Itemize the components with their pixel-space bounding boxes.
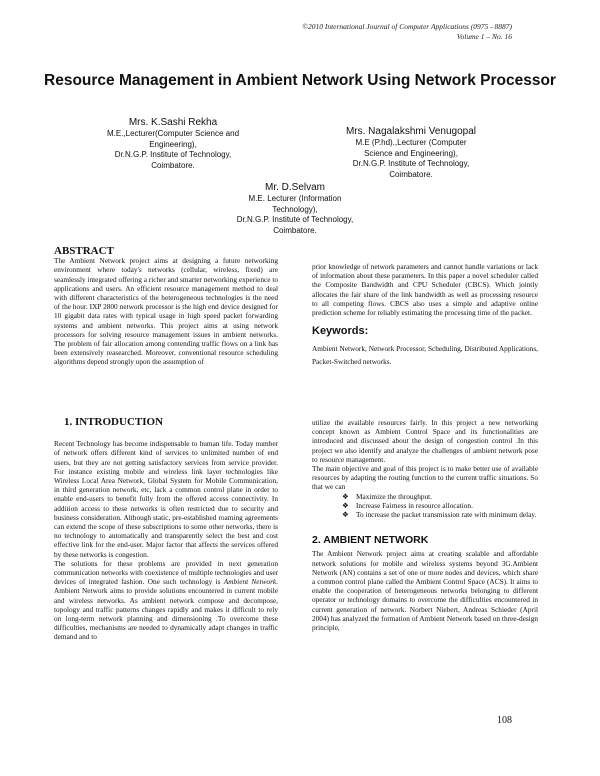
introduction-paragraph-2 bbox=[54, 559, 278, 642]
abstract-right-column bbox=[312, 262, 538, 368]
keywords-heading: Keywords: bbox=[312, 325, 369, 338]
bullet-icon: ❖ bbox=[342, 510, 349, 520]
page-number: 108 bbox=[497, 715, 512, 726]
author-block-3 bbox=[210, 181, 380, 236]
author-affiliation-line: Coimbatore. bbox=[389, 169, 433, 179]
author-name: Mrs. K.Sashi Rekha bbox=[128, 117, 218, 128]
author-affiliation-line: Science and Engineering), bbox=[364, 148, 458, 158]
paper-title: Resource Management in Ambient Network Using Network Processor bbox=[44, 72, 556, 89]
introduction-heading: 1. INTRODUCTION bbox=[64, 416, 164, 428]
author-affiliation-line: Coimbatore. bbox=[151, 160, 195, 170]
abstract-heading: ABSTRACT bbox=[54, 245, 114, 257]
author-affiliation-line: Technology), bbox=[272, 204, 318, 214]
author-affiliation-line: Dr.N.G.P. Institute of Technology, bbox=[352, 159, 470, 168]
section-2-heading: 2. AMBIENT NETWORK bbox=[312, 534, 429, 547]
author-affiliation-line: Dr.N.G.P. Institute of Technology, bbox=[236, 215, 354, 224]
introduction-right-column bbox=[312, 418, 538, 632]
abstract-text: The Ambient Network project aims at designing a future networking environment where today's networks (cellular, wireless, fixed) are seamlessly integrated offering a richer and smarter networking experience to applications and users. An efficient resource management method to deal with different characteristics of the heterogeneous technologies is the need of the hour. IXP 2800 network processor is the high end device designed for 10 gigabit data rates with typical usage in high speed packet forwarding systems and ambient networks. This project aims at using network processors for solving resource management issues in ambient networks. The problem of fair allocation among contending traffic flows on a link has been extensively reasearched. Moreover, conventional resource scheduling algorithms depend strongly upon the assumption of bbox=[54, 256, 278, 367]
bullet-icon: ❖ bbox=[342, 491, 349, 501]
journal-volume: Volume 1 – No. 16 bbox=[456, 31, 512, 41]
list-item bbox=[342, 510, 538, 519]
author-affiliation-line: Coimbatore. bbox=[273, 225, 317, 235]
abstract-left-column bbox=[54, 247, 278, 367]
list-item bbox=[342, 501, 538, 510]
author-affiliation-line: Engineering), bbox=[149, 139, 197, 149]
abstract-text-continued: prior knowledge of network parameters and cannot handle variations or lack of information about these parameters. In this paper a novel scheduler called the Composite Bandwidth and CPU Scheduler (CBCS). Which jointly allocates the fair share of the link bandwidth as well as processing resource to all competing flows. CBCS also uses a simple and adaptive online prediction scheme for reliably estimating the processing time of the packet. bbox=[312, 262, 538, 318]
author-name: Mrs. Nagalakshmi Venugopal bbox=[345, 126, 477, 137]
keywords-text: Ambient Network, Network Processor, Scheduling, Distributed Applications, Packet-Switched networks. bbox=[312, 344, 538, 367]
introduction-paragraph-3: utilize the available resources fairly. In this project a new networking concept known as Ambient Control Space and its functionalities are introduced and discussed about the design of congestion control .In this project we also identify and analyze the challenges of ambient network pose to resource management. bbox=[312, 418, 538, 464]
emphasized-term: Ambient Network bbox=[223, 577, 277, 587]
journal-citation: ©2010 International Journal of Computer Applications (0975 - 8887) bbox=[302, 22, 512, 31]
section-2-text: The Ambient Network project aims at creating scalable and affordable network solutions for mobile and wireless systems beyond 3G.Ambient Network (AN) contains a set of one or more nodes and devices, which share a common control plane called the Ambient Control Space (ACS). It aims to enable the cooperation of heterogeneous networks belonging to different operator or technology domains to overcome the difficulties encountered in current generation of network. Norbert Niebert, Andreas Schieder (April 2004) has analyzed the formation of Ambient Network based on three-design principle, bbox=[312, 549, 538, 633]
author-affiliation-line: M.E.,Lecturer(Computer Science and bbox=[106, 129, 240, 138]
author-name: Mr. D.Selvam bbox=[264, 182, 325, 193]
author-block-1 bbox=[88, 116, 258, 171]
list-item bbox=[342, 492, 538, 501]
introduction-text: The solutions for these problems are provided in next generation communication networks with coexistence of multiple technologies and user devices of integrated fashion. One such technology is bbox=[54, 558, 278, 587]
author-affiliation-line: M.E (P.hd).,Lecturer (Computer bbox=[355, 138, 467, 147]
journal-header bbox=[302, 22, 512, 41]
introduction-text: . Ambient Network aims to provide solutions encountered in current mobile and wireless networks. As ambient network compose and decompose, topology and traffic patterns changes rapidly and makes it difficult to rely on long-term network planning and dimensioning .To overcome these difficulties, mechanisms are needed to dynamically adapt changes in traffic demand and to bbox=[54, 577, 278, 642]
list-item-text: Maximize the throughput. bbox=[356, 491, 432, 501]
author-affiliation-line: M.E. Lecturer (Information bbox=[248, 194, 342, 203]
introduction-paragraph-1: Recent Technology has become indispensable to human life. Today number of network offers different kind of services to unlimited number of end users, but they are not getting satisfactory services from service provider. For instance existing mobile and wireless link layer technologies like Wireless Local Area Network, Global System for Mobile Communication, in third generation network, etc, lack a common control plane in order to enable end-users to benefit fully from the offered access connectivity. In addition access to these networks is often restricted due to security and business consideration. Although static, pre-established roaming agreements can extend the scope of these subscriptions to some other networks, there is no technology to automatically and transparently select the best and cost effective link for the end-user. Major factor that affects the services offered by these networks is congestion. bbox=[54, 439, 278, 559]
introduction-paragraph-4: The main objective and goal of this project is to make better use of available resources by adapting the routing function to the current traffic situations. So that we can bbox=[312, 464, 538, 492]
author-block-2 bbox=[326, 125, 496, 180]
introduction-column bbox=[54, 418, 278, 642]
bullet-icon: ❖ bbox=[342, 500, 349, 510]
list-item-text: To increase the packet transmission rate with minimum delay. bbox=[356, 510, 537, 520]
author-affiliation-line: Dr.N.G.P. Institute of Technology, bbox=[114, 150, 232, 159]
objectives-list bbox=[312, 492, 538, 520]
list-item-text: Increase Fairness in resource allocation. bbox=[356, 500, 473, 510]
